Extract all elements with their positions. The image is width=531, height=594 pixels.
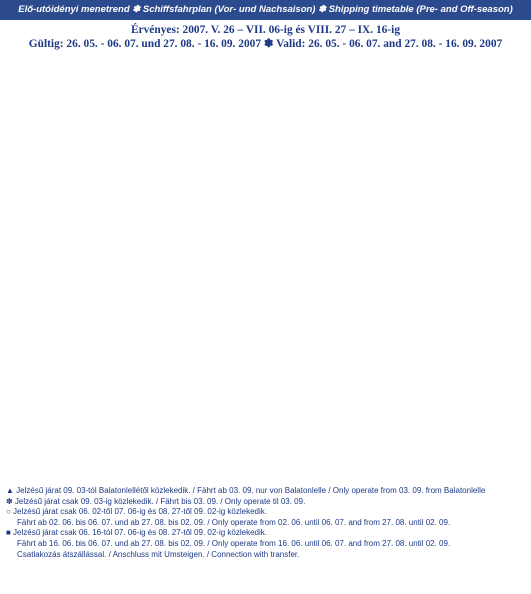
note-square: ■ Jelzésű járat csak 06. 16-tól 07. 06-ig és 08. 27-től 09. 02-ig közlekedik.	[6, 528, 267, 538]
note-circle-translation: Fährt ab 02. 06. bis 06. 07. und ab 27. 08. bis 02. 09. / Only operate from 02. 06. until 06. 07. and from 27. 08. until 02. 09.	[17, 517, 451, 527]
validity-text	[0, 23, 531, 51]
note-triangle: ▲ Jelzésű járat 09. 03-tól Balatonlellétől közlekedik. / Fährt ab 03. 09. nur von Balatonlelle / Only operate from 03. 09. from Balatonlelle	[6, 486, 486, 495]
note-square-translation: Fährt ab 16. 06. bis 06. 07. und ab 27. 08. bis 02. 09. / Only operate from 16. 06. until 06. 07. and from 27. 08. until 02. 09.	[17, 538, 451, 548]
note-star: ✽ Jelzésű járat csak 09. 03-ig közlekedik. / Fährt bis 03. 09. / Only operate til 03. 09.	[6, 496, 306, 506]
footnotes	[6, 486, 528, 560]
note-connection: Csatlakozás átszállással. / Anschluss mit Umsteigen. / Connection with transfer.	[17, 549, 300, 559]
validity-line-hu: Érvényes: 2007. V. 26 – VII. 06-ig és VIII. 27 – IX. 16-ig	[130, 24, 401, 36]
note-circle: ○ Jelzésű járat csak 06. 02-től 07. 06-ig és 08. 27-től 09. 02-ig közlekedik.	[6, 507, 267, 517]
season-banner: Elő-utóidényi menetrend ✽ Schiffsfahrplan (Vor- und Nachsaison) ✽ Shipping timetable (Pre- and Off-season)	[0, 0, 531, 20]
validity-line-de-en: Gültig: 26. 05. - 06. 07. und 27. 08. - 16. 09. 2007 ✽ Valid: 26. 05. - 06. 07. and 27. 08. - 16. 09. 2007	[28, 38, 503, 50]
